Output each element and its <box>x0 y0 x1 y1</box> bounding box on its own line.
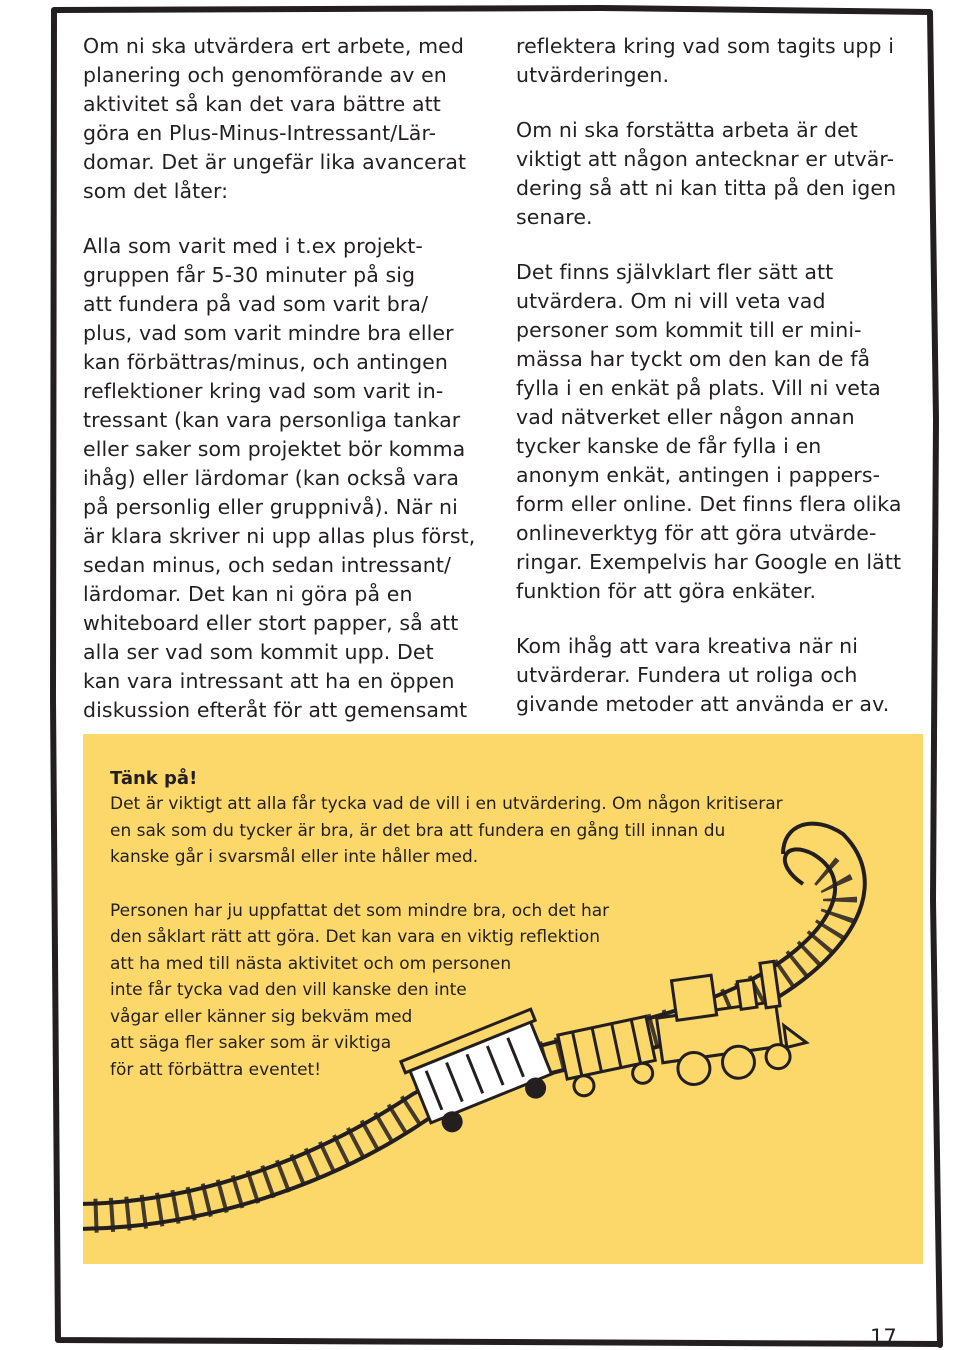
tip-title: Tänk på! <box>110 768 198 789</box>
left-text-column <box>83 32 483 725</box>
method-paragraph: Alla som varit med i t.ex projekt- gruppen får 5-30 minuter på sig att fundera på vad som varit bra/ plus, vad som varit mindre bra eller kan förbättras/minus, och antingen reflektioner kring vad som varit in- tressant (kan vara personliga tankar eller saker som projektet bör komma ihåg) eller lärdomar (kan också vara på personlig eller gruppnivå). När ni är klara skriver ni upp allas plus först, sedan minus, och sedan intressant/ lärdomar. Det kan ni göra på en whiteboard eller stort papper, så att alla ser vad som kommit upp. Det kan vara intressant att ha en öppen diskussion efteråt för att gemensamt <box>83 234 476 722</box>
documentation-paragraph: Om ni ska forstätta arbeta är det viktigt att någon antecknar er utvär- dering så att ni kan titta på den igen senare. <box>516 118 897 229</box>
other-methods-paragraph: Det finns självklart fler sätt att utvärdera. Om ni vill veta vad personer som kommit till er mini- mässa har tyckt om den kan de få fylla i en enkät på plats. Vill ni veta vad nätverket eller någon annan tycker kanske de får fylla i en anonym enkät, antingen i pappers- form eller online. Det finns flera olika onlineverktyg för att göra utvärde- ringar. Exempelvis har Google en lätt funktion för att göra enkäter. <box>516 260 902 603</box>
continuation-paragraph: reflektera kring vad som tagits upp i utvärderingen. <box>516 34 895 87</box>
tip-paragraph-1: Det är viktigt att alla får tycka vad de vill i en utvärdering. Om någon kritiserar en sak som du tycker är bra, är det bra att fundera en gång till innan du kanske går i svarsmål eller inte håller med. <box>110 794 783 867</box>
page-number: 17 <box>870 1325 897 1349</box>
intro-paragraph: Om ni ska utvärdera ert arbete, med planering och genomförande av en aktivitet så kan det vara bättre att göra en Plus-Minus-Intressant/Lär- domar. Det är ungefär lika avancerat som det låter: <box>83 34 467 203</box>
tip-text <box>110 791 880 1083</box>
creativity-paragraph: Kom ihåg att vara kreativa när ni utvärderar. Fundera ut roliga och givande metoder att använda er av. <box>516 634 890 716</box>
tip-box <box>83 734 923 1264</box>
tip-paragraph-2: Personen har ju uppfattat det som mindre bra, och det har den såklart rätt att göra. Det kan vara en viktig reflektion att ha med till nästa aktivitet och om personen inte får tycka vad den vill kanske den inte vågar eller känner sig bekväm med att säga fler saker som är viktiga för att förbättra eventet! <box>110 900 610 1080</box>
right-text-column <box>516 32 926 719</box>
